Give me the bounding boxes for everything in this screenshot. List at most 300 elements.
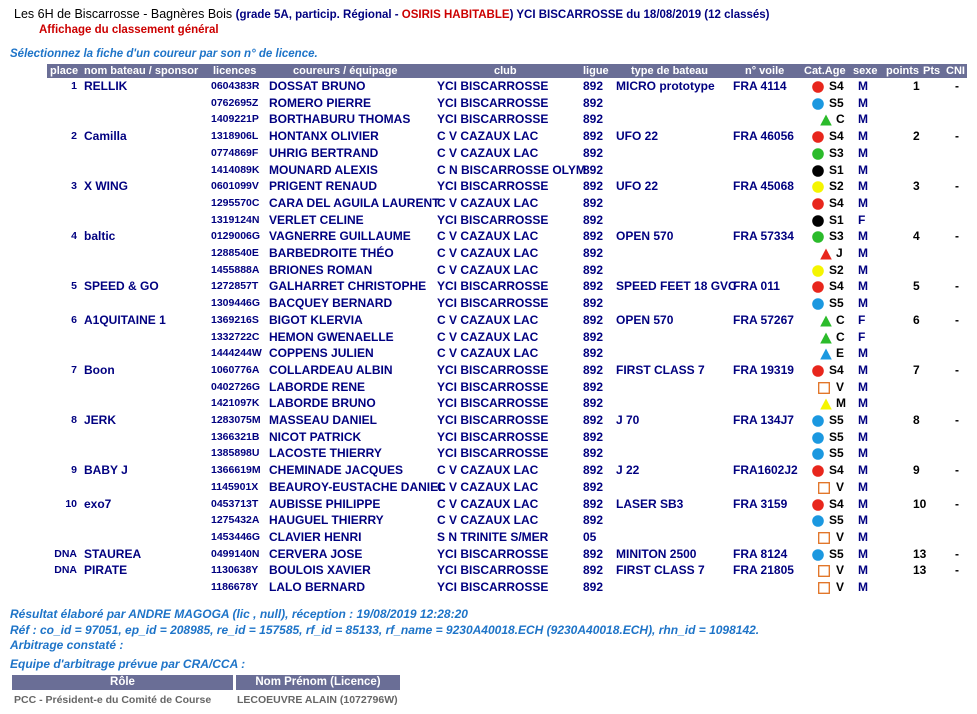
licence-link[interactable]: 0402726G — [211, 380, 261, 393]
licence-link[interactable]: 1275432A — [211, 514, 260, 527]
sexe: M — [858, 296, 868, 311]
table-row — [0, 111, 977, 128]
role-header: Rôle — [12, 675, 233, 690]
licence-link[interactable]: 1130638Y — [211, 564, 259, 577]
ligue: 892 — [583, 496, 604, 511]
sail-number: FRA 8124 — [733, 546, 788, 561]
cat-age: S4 — [829, 195, 844, 210]
club-name: YCI BISCARROSSE — [437, 396, 549, 411]
cat-age: S4 — [829, 279, 844, 294]
place: 3 — [71, 180, 77, 193]
points: 5 — [913, 279, 920, 294]
event-title — [14, 7, 770, 21]
sexe: F — [858, 312, 866, 327]
cat-age: V — [836, 563, 845, 578]
licence-link[interactable]: 1145901X — [211, 480, 259, 493]
boat-type: MICRO prototype — [616, 79, 715, 93]
circle-icon — [812, 147, 824, 159]
cat-age: S5 — [829, 413, 844, 427]
sail-number: FRA 45068 — [733, 179, 794, 194]
sexe: M — [858, 513, 868, 528]
club-name: C V CAZAUX LAC — [437, 479, 539, 494]
runner-name: VERLET CELINE — [269, 212, 364, 227]
pts: - — [955, 563, 959, 578]
circle-icon — [812, 498, 824, 510]
boat-name: Camilla — [84, 129, 127, 144]
triangle-icon — [820, 331, 832, 343]
ligue: 05 — [583, 529, 597, 544]
table-row — [0, 228, 977, 245]
sexe: M — [858, 496, 868, 511]
points: 8 — [913, 413, 920, 427]
sexe: M — [858, 346, 868, 361]
sexe: M — [858, 112, 868, 127]
sexe: M — [858, 179, 868, 194]
club-name: YCI BISCARROSSE — [437, 379, 549, 394]
place: 5 — [71, 280, 77, 293]
pts: - — [955, 413, 959, 427]
table-row — [0, 345, 977, 362]
boat-name: JERK — [84, 413, 117, 427]
square-icon — [818, 531, 830, 543]
club-name: YCI BISCARROSSE — [437, 429, 549, 444]
club-name: C V CAZAUX LAC — [437, 329, 539, 344]
sexe: M — [858, 145, 868, 160]
table-row — [0, 395, 977, 412]
table-row — [0, 278, 977, 295]
sexe: M — [858, 95, 868, 110]
ligue: 892 — [583, 212, 604, 227]
cat-age: S1 — [829, 212, 844, 227]
points: 3 — [913, 179, 920, 194]
cat-age: S4 — [829, 496, 844, 511]
pts: - — [955, 79, 959, 93]
licence-link[interactable]: 1385898U — [211, 447, 260, 460]
ligue: 892 — [583, 262, 604, 277]
club-name: YCI BISCARROSSE — [437, 95, 549, 110]
place: DNA — [54, 547, 77, 560]
sexe: M — [858, 429, 868, 444]
club-name: C V CAZAUX LAC — [437, 463, 539, 478]
club-name: YCI BISCARROSSE — [437, 446, 549, 461]
sexe: M — [858, 379, 868, 394]
cat-age: S1 — [829, 162, 844, 177]
pts: - — [955, 496, 959, 511]
table-row — [0, 295, 977, 312]
runner-name: GALHARRET CHRISTOPHE — [269, 279, 427, 294]
sail-number: FRA 4114 — [733, 79, 787, 93]
table-row — [0, 529, 977, 546]
ligue: 892 — [583, 463, 604, 478]
pts: - — [955, 362, 959, 377]
ligue: 892 — [583, 379, 604, 394]
ligue: 892 — [583, 229, 604, 244]
ligue: 892 — [583, 162, 604, 177]
pts: - — [955, 312, 959, 327]
club-name: YCI BISCARROSSE — [437, 362, 549, 377]
ligue: 892 — [583, 346, 604, 361]
points: 7 — [913, 362, 920, 377]
club-name: YCI BISCARROSSE — [437, 112, 549, 127]
licence-link[interactable]: 1455888A — [211, 263, 260, 276]
runner-name: NICOT PATRICK — [269, 429, 362, 444]
place: 8 — [71, 414, 77, 426]
circle-icon — [812, 414, 824, 426]
sexe: M — [858, 162, 868, 177]
place: DNA — [54, 564, 77, 577]
table-row — [0, 128, 977, 145]
pts: - — [955, 179, 959, 194]
triangle-icon — [820, 397, 832, 409]
licence-link[interactable]: 1366321B — [211, 430, 260, 443]
circle-icon — [812, 130, 824, 142]
place: 1 — [71, 80, 77, 92]
sexe: M — [858, 396, 868, 411]
sail-number: FRA 57334 — [733, 229, 794, 244]
sexe: M — [858, 262, 868, 277]
table-row — [0, 245, 977, 262]
sail-number: FRA 19319 — [733, 362, 794, 377]
circle-icon — [812, 164, 824, 176]
table-row — [0, 312, 977, 329]
place: 9 — [71, 464, 77, 477]
pts: - — [955, 229, 959, 244]
sexe: M — [858, 546, 868, 561]
ligue: 892 — [583, 413, 604, 427]
cat-age: S5 — [829, 95, 844, 110]
sexe: F — [858, 329, 866, 344]
sexe: M — [858, 529, 868, 544]
table-header — [47, 64, 967, 78]
ligue: 892 — [583, 563, 604, 578]
boat-name: BABY J — [84, 463, 128, 478]
boat-name: A1QUITAINE 1 — [84, 312, 166, 327]
sail-number: FRA 011 — [733, 279, 780, 294]
boat-type: MINITON 2500 — [616, 546, 697, 561]
nom-value: LECOEUVRE ALAIN (1072796W) — [237, 694, 398, 706]
runner-name: BRIONES ROMAN — [269, 262, 373, 277]
runner-name: ROMERO PIERRE — [269, 95, 372, 110]
club-name: YCI BISCARROSSE — [437, 563, 549, 578]
points: 13 — [913, 563, 927, 578]
table-row — [0, 78, 977, 95]
club-name: C V CAZAUX LAC — [437, 496, 539, 511]
place: 10 — [65, 497, 77, 510]
licence-link[interactable]: 0774869F — [211, 146, 259, 159]
licence-link[interactable]: 1319124N — [211, 213, 260, 226]
sexe: M — [858, 580, 868, 594]
licence-link[interactable]: 1332722C — [211, 330, 260, 343]
licence-link[interactable]: 1421097K — [211, 397, 260, 410]
cat-age: S2 — [829, 179, 844, 194]
runner-name: HAUGUEL THIERRY — [269, 513, 384, 528]
col-voile: n° voile — [745, 65, 785, 77]
ligue: 892 — [583, 479, 604, 494]
boat-type: UFO 22 — [616, 179, 659, 194]
square-icon — [818, 581, 830, 593]
square-icon — [818, 481, 830, 493]
cat-age: V — [836, 479, 845, 494]
boat-name: SPEED & GO — [84, 279, 159, 294]
runner-name: CLAVIER HENRI — [269, 529, 362, 544]
cat-age: M — [836, 396, 846, 411]
boat-type: UFO 22 — [616, 129, 659, 144]
runner-name: COLLARDEAU ALBIN — [269, 362, 393, 377]
table-row — [0, 445, 977, 462]
runner-name: CARA DEL AGUILA LAURENT — [269, 195, 440, 210]
table-row — [0, 562, 977, 579]
triangle-icon — [820, 314, 832, 326]
ligue: 892 — [583, 429, 604, 444]
points: 4 — [913, 229, 920, 244]
club-name: C V CAZAUX LAC — [437, 312, 539, 327]
club-name: S N TRINITE S/MER — [437, 529, 549, 544]
sail-number: FRA 134J7 — [733, 413, 794, 427]
licence-link[interactable]: 0499140N — [211, 547, 260, 560]
runner-name: BACQUEY BERNARD — [269, 296, 393, 311]
table-row — [0, 262, 977, 279]
ligue: 892 — [583, 95, 604, 110]
cat-age: C — [836, 112, 845, 127]
circle-icon — [812, 447, 824, 459]
cat-age: S5 — [829, 429, 844, 444]
runner-name: HEMON GWENAELLE — [269, 329, 394, 344]
cat-age: S5 — [829, 446, 844, 461]
sexe: M — [858, 413, 868, 427]
licence-link[interactable]: 1295570C — [211, 196, 260, 209]
sexe: M — [858, 362, 868, 377]
runner-name: PRIGENT RENAUD — [269, 179, 378, 194]
event-osiris: OSIRIS HABITABLE — [401, 9, 510, 21]
ligue: 892 — [583, 296, 604, 311]
points: 2 — [913, 129, 920, 144]
boat-name: baltic — [84, 229, 116, 244]
boat-name: exo7 — [84, 496, 112, 511]
table-row — [0, 462, 977, 479]
col-ligue: ligue — [583, 65, 609, 77]
boat-type: SPEED FEET 18 GVC — [616, 279, 737, 294]
boat-type: OPEN 570 — [616, 312, 674, 327]
runner-name: LACOSTE THIERRY — [269, 446, 382, 461]
points: 9 — [913, 463, 920, 478]
ligue: 892 — [583, 312, 604, 327]
sexe: M — [858, 446, 868, 461]
licence-link[interactable]: 0762695Z — [211, 96, 259, 109]
table-row — [0, 412, 977, 429]
licence-link[interactable]: 1283075M — [211, 414, 261, 426]
place: 4 — [71, 230, 77, 243]
boat-type: FIRST CLASS 7 — [616, 362, 705, 377]
cat-age: S4 — [829, 463, 844, 478]
cat-age: S4 — [829, 79, 844, 93]
table-row — [0, 546, 977, 563]
club-name: C V CAZAUX LAC — [437, 129, 539, 144]
runner-name: LABORDE BRUNO — [269, 396, 376, 411]
licence-link[interactable]: 0129006G — [211, 230, 261, 243]
runner-name: LABORDE RENE — [269, 379, 366, 394]
pts: - — [955, 546, 959, 561]
sail-number: FRA 57267 — [733, 312, 794, 327]
licence-link[interactable]: 1444244W — [211, 347, 262, 360]
triangle-icon — [820, 113, 832, 125]
table-row — [0, 429, 977, 446]
sexe: M — [858, 463, 868, 478]
equipe-label: Equipe d'arbitrage prévue par CRA/CCA : — [10, 657, 246, 671]
cat-age: V — [836, 529, 845, 544]
table-row — [0, 329, 977, 346]
runner-name: BORTHABURU THOMAS — [269, 112, 411, 127]
club-name: YCI BISCARROSSE — [437, 79, 549, 93]
circle-icon — [812, 431, 824, 443]
club-name: YCI BISCARROSSE — [437, 580, 549, 594]
ligue: 892 — [583, 329, 604, 344]
boat-name: Boon — [84, 362, 115, 377]
cat-age: J — [836, 246, 843, 260]
circle-icon — [812, 264, 824, 276]
sail-number: FRA1602J2 — [733, 463, 798, 478]
runner-name: BEAUROY-EUSTACHE DANIEL — [269, 479, 446, 494]
col-place: place — [50, 65, 79, 77]
ligue: 892 — [583, 396, 604, 411]
club-name: C V CAZAUX LAC — [437, 145, 539, 160]
col-coureurs: coureurs / équipage — [293, 65, 398, 77]
sail-number: FRA 3159 — [733, 496, 788, 511]
col-points: points — [886, 65, 919, 77]
sexe: M — [858, 195, 868, 210]
ligue: 892 — [583, 145, 604, 160]
runner-name: VAGNERRE GUILLAUME — [269, 229, 411, 244]
licence-link[interactable]: 1409221P — [211, 113, 259, 126]
boat-type: FIRST CLASS 7 — [616, 563, 705, 578]
cat-age: C — [836, 312, 845, 327]
ligue: 892 — [583, 129, 604, 144]
licence-link[interactable]: 0601099V — [211, 180, 259, 193]
col-sexe: sexe — [853, 65, 878, 77]
runner-name: MASSEAU DANIEL — [269, 413, 378, 427]
event-name: Les 6H de Biscarrosse - Bagnères Bois — [14, 7, 233, 21]
col-type: type de bateau — [631, 65, 709, 77]
col-boat: nom bateau / sponsor — [84, 65, 199, 77]
licence-link[interactable]: 0604383R — [211, 80, 260, 92]
circle-icon — [812, 230, 824, 242]
runner-name: AUBISSE PHILIPPE — [269, 496, 381, 511]
pts: - — [955, 463, 959, 478]
runner-name: HONTANX OLIVIER — [269, 129, 379, 144]
circle-icon — [812, 97, 824, 109]
cat-age: S4 — [829, 129, 844, 144]
club-name: YCI BISCARROSSE — [437, 546, 549, 561]
sexe: M — [858, 563, 868, 578]
points: 6 — [913, 312, 920, 327]
ligue: 892 — [583, 112, 604, 127]
ligue: 892 — [583, 513, 604, 528]
licence-link[interactable]: 1288540E — [211, 247, 259, 259]
ligue: 892 — [583, 246, 604, 260]
sail-number: FRA 46056 — [733, 129, 794, 144]
ligue: 892 — [583, 195, 604, 210]
circle-icon — [812, 197, 824, 209]
licence-link[interactable]: 1369216S — [211, 313, 259, 326]
boat-type: LASER SB3 — [616, 496, 684, 511]
event-grade: (grade 5A, particip. Régional - — [235, 9, 402, 21]
triangle-icon — [820, 347, 832, 359]
event-org: ) YCI BISCARROSSE du 18/08/2019 (12 classés) — [509, 9, 770, 21]
table-row — [0, 178, 977, 195]
cat-age: S2 — [829, 262, 844, 277]
circle-icon — [812, 297, 824, 309]
circle-icon — [812, 464, 824, 476]
runner-name: LALO BERNARD — [269, 580, 365, 594]
square-icon — [818, 381, 830, 393]
ref-info: Réf : co_id = 97051, ep_id = 208985, re_id = 157585, rf_id = 85133, rf_name = 9230A40018.ECH (9230A40018.ECH), rhn_id = 1098142. — [10, 623, 760, 637]
col-licences: licences — [213, 65, 257, 77]
club-name: YCI BISCARROSSE — [437, 296, 549, 311]
club-name: C V CAZAUX LAC — [437, 246, 539, 260]
licence-link[interactable]: 1186678Y — [211, 581, 259, 593]
licence-link[interactable]: 1060776A — [211, 363, 260, 376]
points: 1 — [913, 79, 920, 93]
circle-icon — [812, 280, 824, 292]
licence-link[interactable]: 1414089K — [211, 163, 260, 176]
table-row — [0, 479, 977, 496]
boat-name: PIRATE — [84, 563, 128, 578]
runner-name: MOUNARD ALEXIS — [269, 162, 378, 177]
runner-name: CERVERA JOSE — [269, 546, 363, 561]
circle-icon — [812, 514, 824, 526]
runner-name: BOULOIS XAVIER — [269, 563, 371, 578]
circle-icon — [812, 180, 824, 192]
table-row — [0, 195, 977, 212]
licence-link[interactable]: 1318906L — [211, 130, 259, 143]
boat-name: RELLIK — [84, 79, 128, 93]
boat-type: J 70 — [616, 413, 640, 427]
sexe: F — [858, 212, 866, 227]
pts: - — [955, 279, 959, 294]
role-value: PCC - Président-e du Comité de Course — [14, 694, 212, 706]
licence-link[interactable]: 1272857T — [211, 280, 259, 293]
place: 6 — [71, 313, 77, 326]
ligue: 892 — [583, 446, 604, 461]
ligue: 892 — [583, 79, 604, 93]
club-name: YCI BISCARROSSE — [437, 179, 549, 194]
place: 2 — [71, 130, 77, 143]
points: 13 — [913, 546, 927, 561]
runner-name: BARBEDROITE THÉO — [269, 246, 394, 260]
sexe: M — [858, 479, 868, 494]
licence-link[interactable]: 1453446G — [211, 530, 261, 543]
arbitrage-label: Arbitrage constaté : — [10, 638, 124, 652]
page-subtitle: Affichage du classement général — [39, 24, 219, 36]
table-row — [0, 212, 977, 229]
licence-link[interactable]: 1366619M — [211, 464, 261, 477]
runner-name: UHRIG BERTRAND — [269, 145, 379, 160]
licence-link[interactable]: 1309446G — [211, 297, 261, 310]
nom-header: Nom Prénom (Licence) — [236, 675, 400, 690]
cat-age: S3 — [829, 229, 844, 244]
club-name: C V CAZAUX LAC — [437, 262, 539, 277]
boat-type: OPEN 570 — [616, 229, 674, 244]
club-name: C V CAZAUX LAC — [437, 229, 539, 244]
table-row — [0, 362, 977, 379]
cat-age: S5 — [829, 296, 844, 311]
table-row — [0, 496, 977, 513]
licence-link[interactable]: 0453713T — [211, 497, 259, 510]
sail-number: FRA 21805 — [733, 563, 794, 578]
table-row — [0, 579, 977, 596]
select-hint: Sélectionnez la fiche d'un coureur par son n° de licence. — [10, 48, 318, 60]
square-icon — [818, 564, 830, 576]
table-row — [0, 162, 977, 179]
